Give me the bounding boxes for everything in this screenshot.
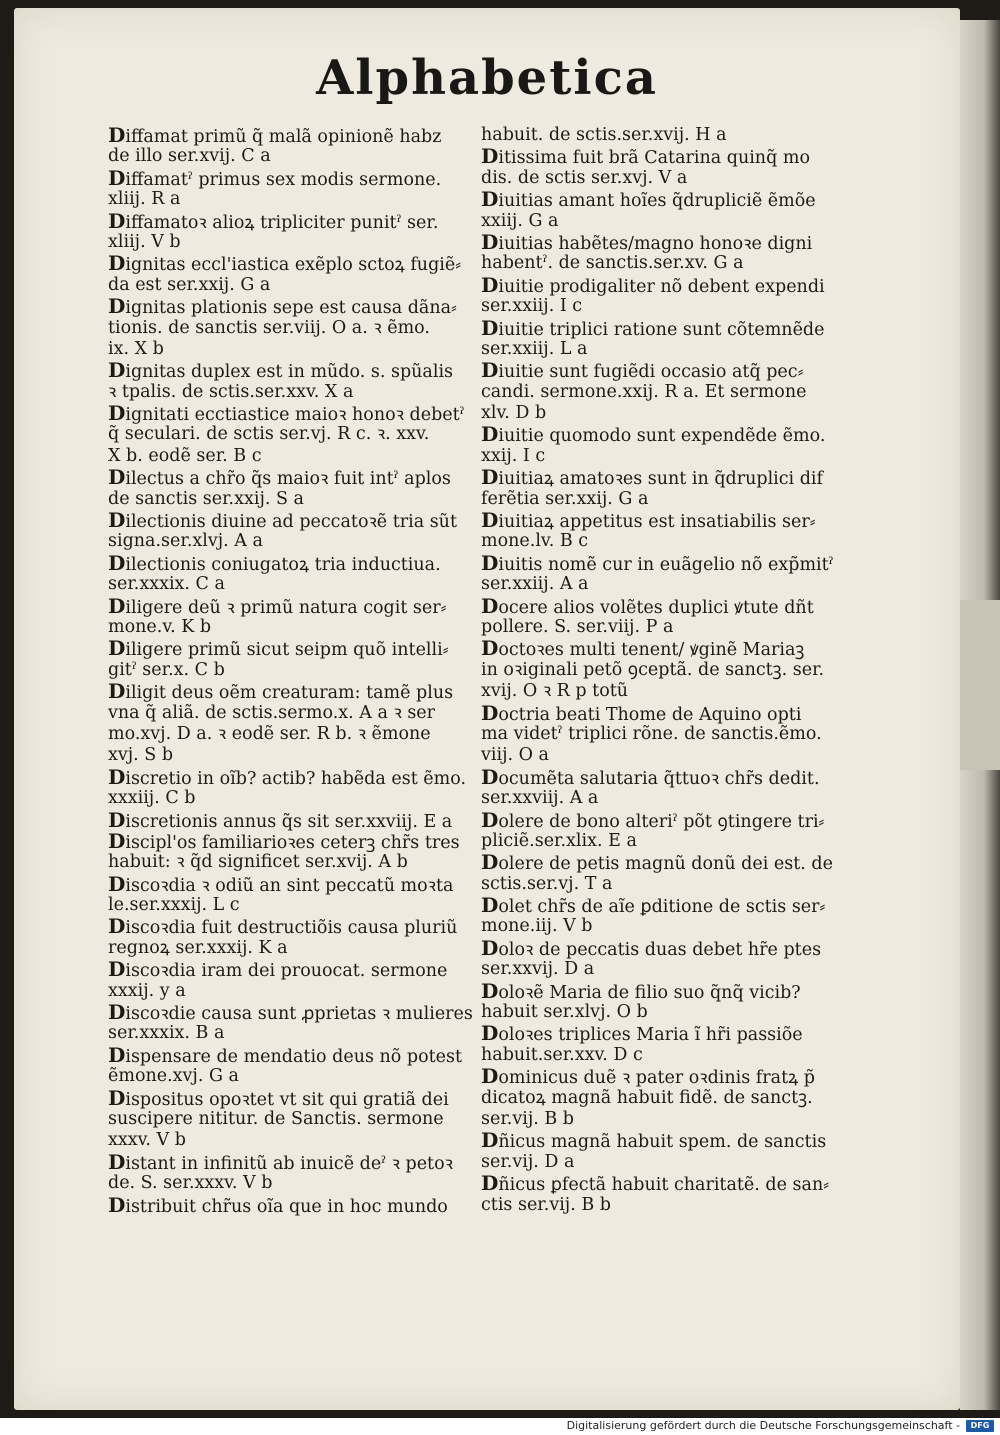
index-entry-continuation: ẽmone.xvj. G a — [108, 1066, 239, 1087]
index-entry: Dilectionis diuine ad peccatoꝛẽ tria sũt — [108, 510, 457, 532]
footer — [0, 1418, 1000, 1435]
index-entry-continuation: q̃ seculari. de sctis ser.vj. R c. ꝛ. xxv. — [108, 424, 430, 445]
index-entry: Dominicus duẽ ꝛ pater oꝛdinis fratꝝ p̃ — [481, 1066, 815, 1088]
index-entry: Discoꝛdia iram dei prouocat. sermone — [108, 959, 448, 981]
index-entry-continuation: habuit. de sctis.ser.xvij. H a — [481, 125, 727, 145]
index-entry-continuation: xxij. I c — [481, 445, 546, 466]
index-entry-continuation: X b. eodẽ ser. B c — [108, 445, 262, 466]
index-entry-continuation: candi. sermone.xxij. R a. Et sermone — [481, 381, 807, 402]
index-entry: Doctoꝛes multi tenent/ ꝟginẽ Mariaꝫ — [481, 638, 805, 660]
index-entry-continuation: de illo ser.xvij. C a — [108, 146, 271, 167]
index-entry: Dñicus ꝑfectã habuit charitatẽ. de san⸗ — [481, 1173, 830, 1195]
index-entry-continuation: ser.xxiij. L a — [481, 338, 588, 359]
index-entry-continuation: dis. de sctis ser.xvj. V a — [481, 167, 688, 188]
index-entry: Dignitas eccl'iastica exẽplo sctoꝝ fugiẽ⸗ — [108, 253, 462, 275]
index-entry: Dñicus magnã habuit spem. de sanctis — [481, 1130, 827, 1152]
index-entry: Dolet chr̃s de aĩe ꝑditione de sctis ser⸗ — [481, 895, 826, 917]
index-entry: Discretio in oĩb? actib? habẽda est ẽmo. — [108, 766, 467, 789]
index-entry-continuation: xxxiij. C b — [108, 788, 196, 809]
index-entry-continuation: ser.vij. B b — [481, 1108, 575, 1129]
index-entry-continuation: xliij. V b — [108, 231, 181, 252]
index-entry: Diligere primũ sicut seipm quõ intelli⸗ — [108, 638, 449, 660]
index-entry-continuation: xvj. S b — [108, 745, 174, 766]
index-entry-continuation: xliij. R a — [108, 189, 181, 210]
index-entry: Dignitati ecctiastice maioꝛ honoꝛ debetˀ — [108, 403, 465, 425]
index-entry: Diuitie quomodo sunt expendẽde ẽmo. — [481, 424, 826, 446]
index-entry: Diffamatˀ primus sex modis sermone. — [108, 167, 442, 190]
dfg-logo-icon: DFG — [966, 1420, 994, 1432]
page-heading: Alphabetica — [316, 50, 658, 106]
index-entry-continuation: ꝛ tpalis. de sctis.ser.xxv. X a — [108, 381, 354, 402]
index-entry-continuation: ser.xxiij. I c — [481, 296, 583, 317]
index-entry: Diligit deus oẽm creaturam: tamẽ plus — [108, 681, 454, 703]
index-entry: Diuitie triplici ratione sunt cõtemnẽde — [481, 317, 825, 339]
index-entry-continuation: tionis. de sanctis ser.viij. O a. ꝛ ẽmo. — [108, 317, 430, 338]
index-entry-continuation: vna q̃ aliã. de sctis.sermo.x. A a ꝛ ser — [108, 702, 436, 723]
index-entry: Doctria beati Thome de Aquino opti — [481, 702, 802, 724]
index-entry-continuation: signa.ser.xlvj. A a — [108, 531, 263, 552]
index-entry: Doloꝛ de peccatis duas debet hr̃e ptes — [481, 937, 822, 960]
index-entry-continuation: ser.xxviij. A a — [481, 788, 599, 809]
index-entry: Diuitiaꝝ appetitus est insatiabilis ser⸗ — [481, 510, 816, 532]
index-entry: Diffamatoꝛ alioꝝ tripliciter punitˀ ser. — [108, 210, 439, 232]
index-entry-continuation: mone.lv. B c — [481, 531, 589, 552]
index-entry-continuation: de sanctis ser.xxij. S a — [108, 488, 304, 509]
index-entry-continuation: de. S. ser.xxxv. V b — [108, 1173, 273, 1194]
index-entry-continuation: regnoꝝ ser.xxxij. K a — [108, 937, 288, 958]
index-entry: Ditissima fuit brã Catarina quinq̃ mo — [481, 146, 810, 168]
index-entry: Dispositus opoꝛtet vt sit qui gratiã dei — [108, 1087, 449, 1109]
index-entry-continuation: mone.iij. V b — [481, 916, 593, 937]
index-entry-continuation: pollere. S. ser.viij. P a — [481, 616, 674, 637]
index-entry: Docere alios volẽtes duplici ꝟtute dñt — [481, 595, 814, 617]
index-entry-continuation: xlv. D b — [481, 403, 547, 424]
index-entry-continuation: dicatoꝝ magnã habuit fidẽ. de sanctꝫ. — [481, 1087, 813, 1108]
index-entry-continuation: ix. X b — [108, 338, 164, 359]
index-entry-continuation: habuit ser.xlvj. O b — [481, 1002, 648, 1023]
index-entry-continuation: da est ser.xxij. G a — [108, 274, 271, 295]
index-entry-continuation: ser.xxvij. D a — [481, 959, 595, 980]
index-entry-continuation: habentˀ. de sanctis.ser.xv. G a — [481, 253, 744, 274]
index-entry-continuation: ser.xxxix. C a — [108, 574, 225, 595]
index-entry-continuation: ma videtˀ triplici rõne. de sanctis.ẽmo. — [481, 723, 822, 744]
index-entry-continuation: viij. O a — [481, 745, 549, 766]
index-entry-continuation: pliciẽ.ser.xlix. E a — [481, 830, 637, 851]
index-entry: Diuitie prodigaliter nõ debent expendi — [481, 274, 825, 297]
index-entry: Dignitas duplex est in mũdo. s. spũalis — [108, 360, 454, 382]
index-entry-continuation: xxiij. G a — [481, 210, 559, 231]
index-entry: Distribuit chr̃us oĩa que in hoc mundo — [108, 1194, 448, 1216]
index-entry: Doloꝛes triplices Maria ĩ hr̃i passiõe — [481, 1023, 803, 1045]
index-entry-continuation: habuit: ꝛ q̃d significet ser.xvij. A b — [108, 852, 408, 873]
index-entry-continuation: suscipere nititur. de Sanctis. sermone — [108, 1108, 444, 1129]
index-entry: Discretionis annus q̃s sit ser.xxviij. E a — [108, 809, 453, 831]
index-entry-continuation: mo.xvj. D a. ꝛ eodẽ ser. R b. ꝛ ẽmone — [108, 723, 431, 744]
index-entry: Discipl'os familiarioꝛes ceterꝫ chr̃s tres — [108, 830, 460, 853]
index-entry: Dispensare de mendatio deus nõ potest — [108, 1044, 463, 1067]
index-entry-continuation: xxxij. y a — [108, 980, 186, 1001]
index-entry: Diligere deũ ꝛ primũ natura cogit ser⸗ — [108, 595, 447, 617]
index-entry: Discoꝛdie causa sunt ꝓprietas ꝛ mulieres — [108, 1002, 473, 1024]
index-entry: Diuitis nomẽ cur in euãgelio nõ exp̃mitˀ — [481, 552, 834, 575]
index-entry: Dolere de bono alteriˀ põt ꝯtingere tri⸗ — [481, 809, 825, 831]
index-entry: Dolere de petis magnũ donũ dei est. de — [481, 852, 833, 874]
index-entry: Dignitas plationis sepe est causa dãna⸗ — [108, 296, 457, 318]
index-entry: Discoꝛdia ꝛ odiũ an sint peccatũ moꝛta — [108, 873, 454, 896]
index-entry: Distant in infinitũ ab inuicẽ deˀ ꝛ petoꝛ — [108, 1151, 453, 1174]
index-entry: Discoꝛdia fuit destructiõis causa pluriũ — [108, 916, 458, 938]
right-column — [481, 125, 853, 1216]
footer-credit: Digitalisierung gefördert durch die Deutsche Forschungsgemeinschaft - — [566, 1419, 960, 1432]
index-entry-continuation: sctis.ser.vj. T a — [481, 873, 613, 894]
index-entry-continuation: in oꝛiginali petõ ꝯceptã. de sanctꝫ. ser. — [481, 659, 825, 680]
index-entry-continuation: xvij. O ꝛ R p totũ — [481, 681, 629, 702]
index-entry-continuation: xxxv. V b — [108, 1130, 186, 1151]
index-entry-continuation: habuit.ser.xxv. D c — [481, 1044, 643, 1065]
index-entry: Diffamat primũ q̃ malã opinionẽ habz — [108, 125, 442, 147]
index-entry: Diuitiaꝝ amatoꝛes sunt in q̃druplici dif — [481, 467, 823, 489]
index-entry: Diuitie sunt fugiẽdi occasio atq̃ pec⸗ — [481, 360, 804, 382]
index-entry-continuation: ser.vij. D a — [481, 1151, 575, 1172]
index-entry-continuation: ctis ser.vij. B b — [481, 1194, 611, 1215]
index-entry-continuation: ser.xxiij. A a — [481, 574, 589, 595]
book-page — [14, 8, 960, 1410]
index-entry: Dilectionis coniugatoꝝ tria inductiua. — [108, 552, 441, 575]
index-entry-continuation: mone.v. K b — [108, 616, 212, 637]
index-entry-continuation: gitˀ ser.x. C b — [108, 659, 225, 680]
index-entry: Doloꝛẽ Maria de filio suo q̃nq̃ vicib? — [481, 980, 801, 1003]
index-entry: Dilectus a chr̃o q̃s maioꝛ fuit intˀ aplos — [108, 467, 451, 489]
index-entry: Diuitias habẽtes/magno honoꝛe digni — [481, 231, 813, 254]
index-entry: Diuitias amant hoĩes q̃drupliciẽ ẽmõe — [481, 189, 816, 211]
left-column — [108, 125, 480, 1216]
index-entry: Documẽta salutaria q̃ttuoꝛ chr̃s dedit. — [481, 766, 820, 789]
index-entry-continuation: le.ser.xxxij. L c — [108, 895, 240, 916]
index-entry-continuation: ser.xxxix. B a — [108, 1023, 225, 1044]
index-entry-continuation: ferẽtia ser.xxij. G a — [481, 488, 649, 509]
